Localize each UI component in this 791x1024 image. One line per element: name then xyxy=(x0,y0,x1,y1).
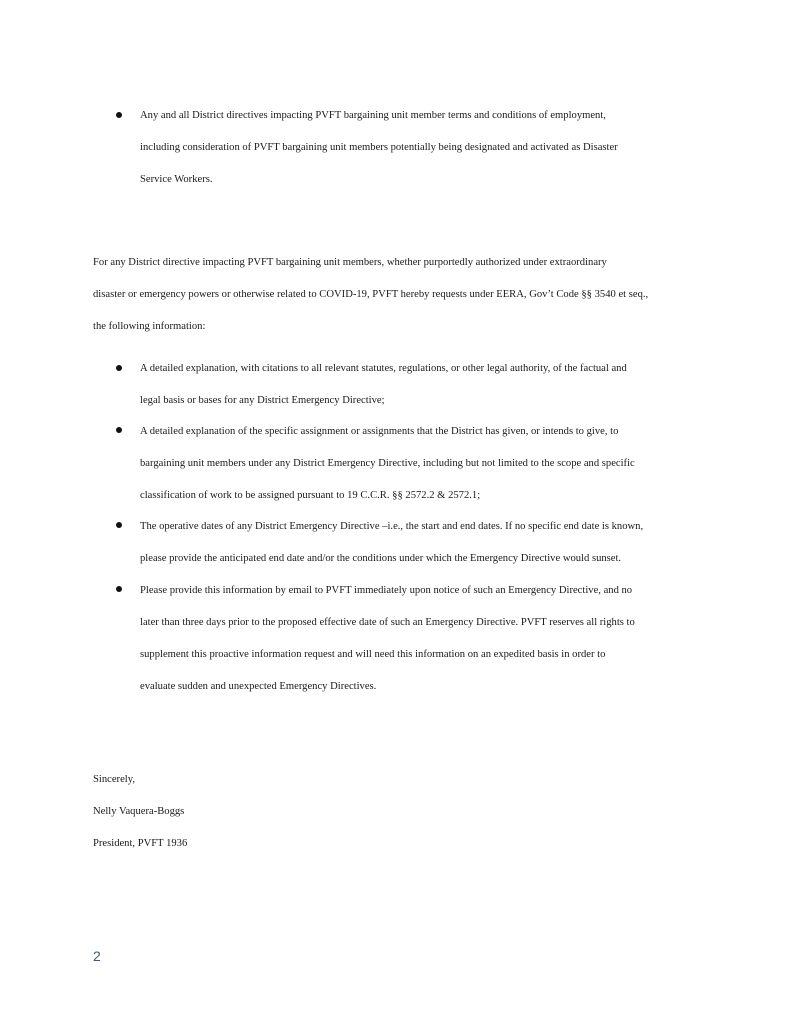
signer-title: President, PVFT 1936 xyxy=(93,838,188,849)
bullet-marker xyxy=(116,365,122,371)
bullet-text-line: A detailed explanation, with citations to all relevant statutes, regulations, or other legal authority, of the factual and xyxy=(140,363,627,374)
bullet-marker xyxy=(116,112,122,118)
body-paragraph-line: the following information: xyxy=(93,321,206,332)
bullet-text-line: including consideration of PVFT bargaining unit members potentially being designated and activated as Disaster xyxy=(140,142,618,153)
bullet-text-line: Service Workers. xyxy=(140,174,213,185)
bullet-text-line: later than three days prior to the proposed effective date of such an Emergency Directive. PVFT reserves all rights to xyxy=(140,617,635,628)
bullet-text-line: evaluate sudden and unexpected Emergency Directives. xyxy=(140,681,377,692)
page-number: 2 xyxy=(93,948,101,964)
bullet-text-line: please provide the anticipated end date and/or the conditions under which the Emergency Directive would sunset. xyxy=(140,553,622,564)
body-paragraph-line: For any District directive impacting PVFT bargaining unit members, whether purportedly authorized under extraordinary xyxy=(93,257,607,268)
bullet-text-line: The operative dates of any District Emergency Directive –i.e., the start and end dates. If no specific end date is known, xyxy=(140,521,644,532)
bullet-text-line: classification of work to be assigned pursuant to 19 C.C.R. §§ 2572.2 & 2572.1; xyxy=(140,490,481,501)
body-paragraph-line: disaster or emergency powers or otherwise related to COVID-19, PVFT hereby requests under EERA, Gov’t Code §§ 3540 et seq., xyxy=(93,289,649,300)
bullet-text-line: A detailed explanation of the specific assignment or assignments that the District has given, or intends to give, to xyxy=(140,426,619,437)
signer-name: Nelly Vaquera-Boggs xyxy=(93,806,185,817)
bullet-marker xyxy=(116,586,122,592)
bullet-text-line: supplement this proactive information request and will need this information on an expedited basis in order to xyxy=(140,649,606,660)
bullet-text-line: legal basis or bases for any District Emergency Directive; xyxy=(140,395,385,406)
bullet-marker xyxy=(116,522,122,528)
bullet-text-line: Please provide this information by email to PVFT immediately upon notice of such an Emergency Directive, and no xyxy=(140,585,633,596)
bullet-marker xyxy=(116,427,122,433)
bullet-text-line: bargaining unit members under any District Emergency Directive, including but not limited to the scope and specific xyxy=(140,458,635,469)
bullet-text-line: Any and all District directives impacting PVFT bargaining unit member terms and conditions of employment, xyxy=(140,110,606,121)
closing-salutation: Sincerely, xyxy=(93,774,135,785)
